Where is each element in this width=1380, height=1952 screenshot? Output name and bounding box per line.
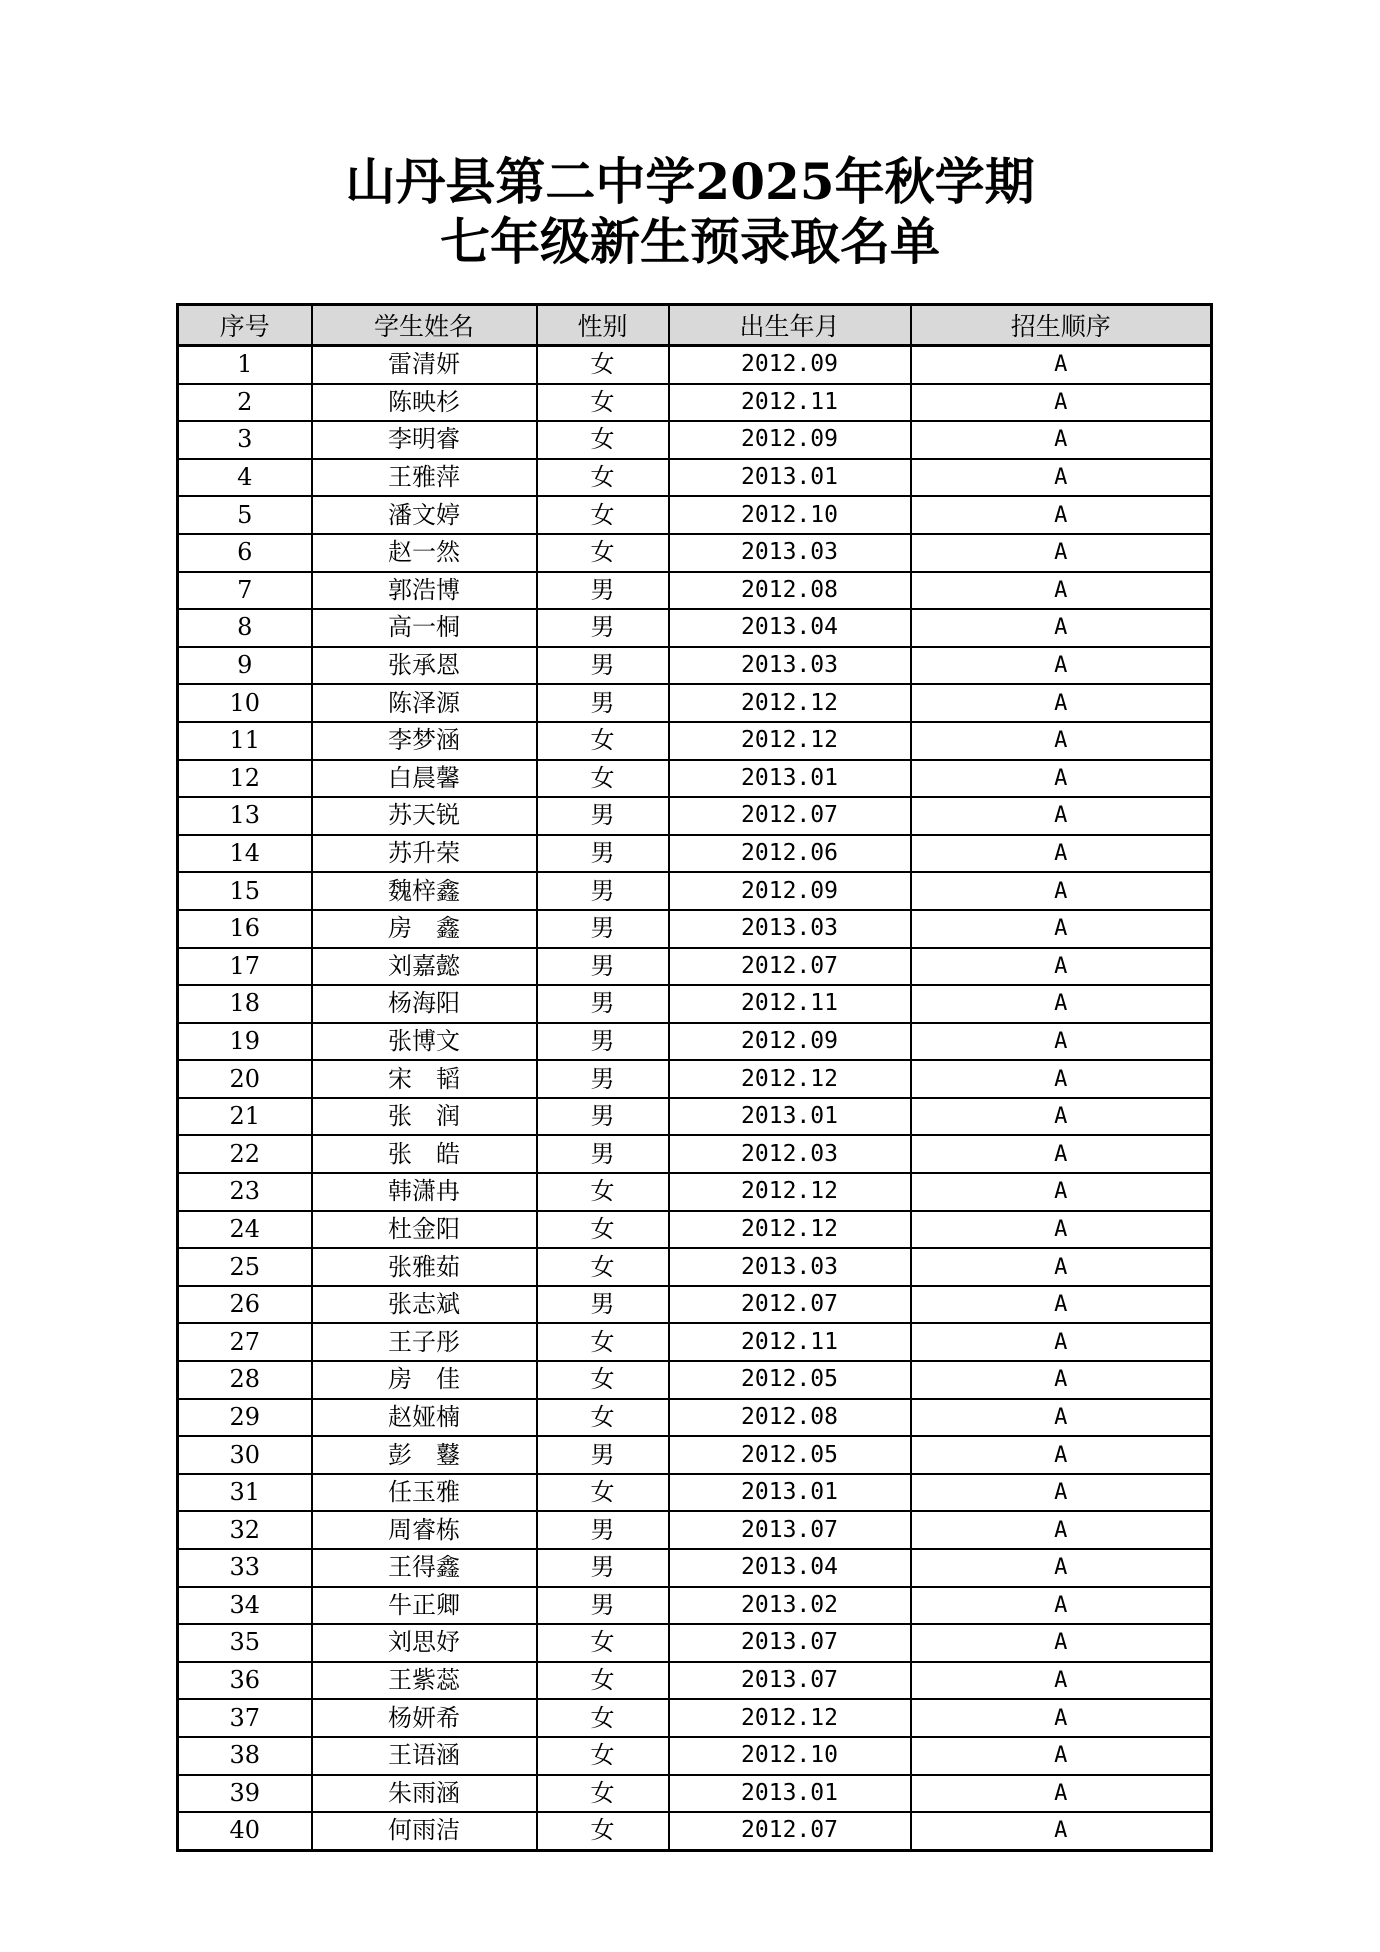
table-row: [178, 722, 1212, 760]
table-row: [178, 1662, 1212, 1700]
cell-gender: 男: [537, 835, 669, 873]
table-row: [178, 1060, 1212, 1098]
cell-student-name: 李梦涵: [312, 722, 537, 760]
cell-student-name: 宋 韬: [312, 1060, 537, 1098]
cell-birth-month: 2012.08: [669, 572, 911, 610]
cell-student-name: 房 佳: [312, 1361, 537, 1399]
cell-enrollment-order: A: [911, 346, 1212, 384]
cell-student-name: 王雅萍: [312, 459, 537, 497]
cell-serial-number: 7: [178, 572, 312, 610]
cell-enrollment-order: A: [911, 1699, 1212, 1737]
cell-student-name: 陈映杉: [312, 384, 537, 422]
cell-serial-number: 30: [178, 1436, 312, 1474]
cell-enrollment-order: A: [911, 459, 1212, 497]
cell-birth-month: 2013.02: [669, 1587, 911, 1625]
table-row: [178, 647, 1212, 685]
cell-serial-number: 24: [178, 1211, 312, 1249]
table-row: [178, 1511, 1212, 1549]
admission-roster-table: [176, 303, 1213, 1852]
cell-enrollment-order: A: [911, 684, 1212, 722]
cell-enrollment-order: A: [911, 1023, 1212, 1061]
header-enrollment-order: 招生顺序: [911, 305, 1212, 346]
cell-student-name: 王子彤: [312, 1323, 537, 1361]
cell-serial-number: 22: [178, 1135, 312, 1173]
cell-gender: 男: [537, 609, 669, 647]
cell-serial-number: 25: [178, 1248, 312, 1286]
cell-student-name: 李明睿: [312, 421, 537, 459]
table-row: [178, 1436, 1212, 1474]
table-row: [178, 421, 1212, 459]
cell-gender: 男: [537, 1436, 669, 1474]
cell-enrollment-order: A: [911, 1399, 1212, 1437]
cell-serial-number: 5: [178, 496, 312, 534]
table-row: [178, 684, 1212, 722]
cell-birth-month: 2013.04: [669, 609, 911, 647]
cell-student-name: 张承恩: [312, 647, 537, 685]
cell-enrollment-order: A: [911, 1098, 1212, 1136]
cell-enrollment-order: A: [911, 1624, 1212, 1662]
cell-student-name: 何雨洁: [312, 1812, 537, 1850]
cell-birth-month: 2012.09: [669, 1023, 911, 1061]
cell-enrollment-order: A: [911, 760, 1212, 798]
cell-enrollment-order: A: [911, 1775, 1212, 1813]
cell-birth-month: 2013.01: [669, 1098, 911, 1136]
cell-birth-month: 2013.03: [669, 1248, 911, 1286]
cell-enrollment-order: A: [911, 496, 1212, 534]
cell-enrollment-order: A: [911, 872, 1212, 910]
table-body: [178, 346, 1212, 1851]
cell-serial-number: 20: [178, 1060, 312, 1098]
cell-serial-number: 23: [178, 1173, 312, 1211]
cell-serial-number: 6: [178, 534, 312, 572]
cell-gender: 女: [537, 496, 669, 534]
cell-student-name: 潘文婷: [312, 496, 537, 534]
cell-gender: 女: [537, 1812, 669, 1850]
cell-gender: 女: [537, 1323, 669, 1361]
cell-enrollment-order: A: [911, 1248, 1212, 1286]
table-header: [178, 305, 1212, 346]
table-row: [178, 1812, 1212, 1850]
cell-student-name: 杨海阳: [312, 985, 537, 1023]
cell-student-name: 王语涵: [312, 1737, 537, 1775]
cell-birth-month: 2013.01: [669, 459, 911, 497]
cell-enrollment-order: A: [911, 1474, 1212, 1512]
cell-enrollment-order: A: [911, 722, 1212, 760]
cell-enrollment-order: A: [911, 1060, 1212, 1098]
cell-enrollment-order: A: [911, 647, 1212, 685]
cell-gender: 男: [537, 1511, 669, 1549]
cell-birth-month: 2013.03: [669, 534, 911, 572]
table-row: [178, 1361, 1212, 1399]
cell-enrollment-order: A: [911, 1549, 1212, 1587]
cell-birth-month: 2012.12: [669, 1211, 911, 1249]
cell-gender: 男: [537, 1549, 669, 1587]
cell-student-name: 王紫蕊: [312, 1662, 537, 1700]
cell-enrollment-order: A: [911, 1436, 1212, 1474]
table-row: [178, 1549, 1212, 1587]
cell-enrollment-order: A: [911, 1211, 1212, 1249]
cell-serial-number: 33: [178, 1549, 312, 1587]
cell-enrollment-order: A: [911, 1361, 1212, 1399]
cell-enrollment-order: A: [911, 384, 1212, 422]
cell-enrollment-order: A: [911, 948, 1212, 986]
cell-gender: 女: [537, 421, 669, 459]
cell-serial-number: 8: [178, 609, 312, 647]
cell-birth-month: 2013.07: [669, 1511, 911, 1549]
cell-enrollment-order: A: [911, 1812, 1212, 1850]
cell-student-name: 张 皓: [312, 1135, 537, 1173]
table-row: [178, 835, 1212, 873]
cell-enrollment-order: A: [911, 1662, 1212, 1700]
cell-gender: 女: [537, 1662, 669, 1700]
cell-gender: 女: [537, 459, 669, 497]
cell-student-name: 彭 鼟: [312, 1436, 537, 1474]
cell-serial-number: 29: [178, 1399, 312, 1437]
cell-student-name: 王得鑫: [312, 1549, 537, 1587]
cell-gender: 女: [537, 1361, 669, 1399]
cell-serial-number: 16: [178, 910, 312, 948]
cell-serial-number: 26: [178, 1286, 312, 1324]
table-row: [178, 872, 1212, 910]
cell-birth-month: 2013.04: [669, 1549, 911, 1587]
cell-student-name: 刘嘉懿: [312, 948, 537, 986]
table-row: [178, 496, 1212, 534]
table-row: [178, 1474, 1212, 1512]
cell-serial-number: 38: [178, 1737, 312, 1775]
cell-birth-month: 2012.11: [669, 985, 911, 1023]
cell-birth-month: 2012.12: [669, 1060, 911, 1098]
cell-enrollment-order: A: [911, 985, 1212, 1023]
cell-serial-number: 15: [178, 872, 312, 910]
cell-serial-number: 35: [178, 1624, 312, 1662]
cell-serial-number: 18: [178, 985, 312, 1023]
cell-serial-number: 2: [178, 384, 312, 422]
cell-gender: 男: [537, 1023, 669, 1061]
cell-birth-month: 2012.07: [669, 1812, 911, 1850]
document-title-line-2: 七年级新生预录取名单: [440, 212, 940, 271]
cell-birth-month: 2012.11: [669, 1323, 911, 1361]
cell-student-name: 苏天锐: [312, 797, 537, 835]
table-row: [178, 384, 1212, 422]
cell-student-name: 郭浩博: [312, 572, 537, 610]
header-birth-month: 出生年月: [669, 305, 911, 346]
cell-birth-month: 2012.12: [669, 684, 911, 722]
table-row: [178, 1737, 1212, 1775]
cell-student-name: 赵娅楠: [312, 1399, 537, 1437]
cell-student-name: 韩潇冉: [312, 1173, 537, 1211]
cell-enrollment-order: A: [911, 1737, 1212, 1775]
table-row: [178, 1399, 1212, 1437]
cell-gender: 女: [537, 1624, 669, 1662]
cell-enrollment-order: A: [911, 572, 1212, 610]
cell-serial-number: 40: [178, 1812, 312, 1850]
cell-gender: 男: [537, 910, 669, 948]
table-row: [178, 1587, 1212, 1625]
table-row: [178, 1135, 1212, 1173]
cell-enrollment-order: A: [911, 835, 1212, 873]
cell-birth-month: 2012.07: [669, 1286, 911, 1324]
cell-enrollment-order: A: [911, 421, 1212, 459]
header-row: [178, 305, 1212, 346]
table-row: [178, 1624, 1212, 1662]
cell-gender: 男: [537, 985, 669, 1023]
table-row: [178, 1323, 1212, 1361]
cell-student-name: 张 润: [312, 1098, 537, 1136]
cell-serial-number: 3: [178, 421, 312, 459]
cell-birth-month: 2012.09: [669, 872, 911, 910]
cell-birth-month: 2013.01: [669, 760, 911, 798]
cell-enrollment-order: A: [911, 1587, 1212, 1625]
cell-gender: 女: [537, 1399, 669, 1437]
cell-enrollment-order: A: [911, 1173, 1212, 1211]
cell-student-name: 张博文: [312, 1023, 537, 1061]
cell-student-name: 朱雨涵: [312, 1775, 537, 1813]
cell-gender: 男: [537, 1135, 669, 1173]
cell-birth-month: 2013.07: [669, 1662, 911, 1700]
cell-gender: 男: [537, 572, 669, 610]
cell-birth-month: 2012.11: [669, 384, 911, 422]
cell-serial-number: 34: [178, 1587, 312, 1625]
cell-birth-month: 2012.10: [669, 496, 911, 534]
cell-gender: 女: [537, 760, 669, 798]
table-row: [178, 534, 1212, 572]
cell-birth-month: 2012.08: [669, 1399, 911, 1437]
cell-student-name: 任玉雅: [312, 1474, 537, 1512]
cell-student-name: 房 鑫: [312, 910, 537, 948]
cell-serial-number: 31: [178, 1474, 312, 1512]
cell-birth-month: 2012.06: [669, 835, 911, 873]
table-row: [178, 1023, 1212, 1061]
table-row: [178, 1699, 1212, 1737]
cell-birth-month: 2012.12: [669, 1699, 911, 1737]
cell-birth-month: 2013.01: [669, 1474, 911, 1512]
table-row: [178, 985, 1212, 1023]
table-row: [178, 797, 1212, 835]
cell-serial-number: 28: [178, 1361, 312, 1399]
cell-student-name: 牛正卿: [312, 1587, 537, 1625]
cell-gender: 女: [537, 346, 669, 384]
table-row: [178, 609, 1212, 647]
document-title-line-1: 山丹县第二中学2025年秋学期: [345, 152, 1035, 211]
cell-birth-month: 2013.07: [669, 1624, 911, 1662]
table-row: [178, 459, 1212, 497]
cell-gender: 女: [537, 1173, 669, 1211]
cell-enrollment-order: A: [911, 1286, 1212, 1324]
table-row: [178, 1211, 1212, 1249]
cell-student-name: 赵一然: [312, 534, 537, 572]
cell-gender: 女: [537, 534, 669, 572]
cell-gender: 男: [537, 1060, 669, 1098]
cell-gender: 女: [537, 1775, 669, 1813]
header-gender: 性别: [537, 305, 669, 346]
cell-birth-month: 2012.09: [669, 421, 911, 459]
table-row: [178, 910, 1212, 948]
cell-serial-number: 10: [178, 684, 312, 722]
table-row: [178, 346, 1212, 384]
table-row: [178, 1173, 1212, 1211]
cell-student-name: 魏梓鑫: [312, 872, 537, 910]
cell-gender: 男: [537, 872, 669, 910]
cell-gender: 女: [537, 1737, 669, 1775]
cell-birth-month: 2012.10: [669, 1737, 911, 1775]
cell-enrollment-order: A: [911, 910, 1212, 948]
cell-student-name: 陈泽源: [312, 684, 537, 722]
cell-student-name: 张志斌: [312, 1286, 537, 1324]
cell-birth-month: 2013.03: [669, 647, 911, 685]
cell-gender: 男: [537, 1286, 669, 1324]
cell-gender: 女: [537, 1474, 669, 1512]
cell-gender: 男: [537, 1587, 669, 1625]
cell-birth-month: 2012.03: [669, 1135, 911, 1173]
cell-birth-month: 2013.03: [669, 910, 911, 948]
table-row: [178, 1248, 1212, 1286]
cell-serial-number: 19: [178, 1023, 312, 1061]
cell-gender: 男: [537, 948, 669, 986]
cell-serial-number: 17: [178, 948, 312, 986]
table-row: [178, 572, 1212, 610]
cell-birth-month: 2012.12: [669, 1173, 911, 1211]
cell-serial-number: 36: [178, 1662, 312, 1700]
header-student-name: 学生姓名: [312, 305, 537, 346]
cell-birth-month: 2012.05: [669, 1361, 911, 1399]
cell-serial-number: 12: [178, 760, 312, 798]
cell-enrollment-order: A: [911, 1135, 1212, 1173]
cell-student-name: 周睿栋: [312, 1511, 537, 1549]
cell-birth-month: 2012.12: [669, 722, 911, 760]
cell-enrollment-order: A: [911, 1511, 1212, 1549]
cell-student-name: 高一桐: [312, 609, 537, 647]
cell-gender: 女: [537, 1211, 669, 1249]
cell-serial-number: 37: [178, 1699, 312, 1737]
cell-gender: 女: [537, 1248, 669, 1286]
cell-birth-month: 2012.07: [669, 797, 911, 835]
table-row: [178, 1775, 1212, 1813]
cell-student-name: 雷清妍: [312, 346, 537, 384]
cell-enrollment-order: A: [911, 797, 1212, 835]
cell-serial-number: 39: [178, 1775, 312, 1813]
cell-birth-month: 2012.07: [669, 948, 911, 986]
table-row: [178, 760, 1212, 798]
cell-enrollment-order: A: [911, 609, 1212, 647]
cell-serial-number: 4: [178, 459, 312, 497]
table-row: [178, 1098, 1212, 1136]
cell-gender: 男: [537, 1098, 669, 1136]
cell-birth-month: 2013.01: [669, 1775, 911, 1813]
cell-enrollment-order: A: [911, 1323, 1212, 1361]
cell-gender: 女: [537, 1699, 669, 1737]
cell-student-name: 白晨馨: [312, 760, 537, 798]
cell-student-name: 苏升荣: [312, 835, 537, 873]
cell-student-name: 杨妍希: [312, 1699, 537, 1737]
cell-student-name: 刘思妤: [312, 1624, 537, 1662]
cell-serial-number: 14: [178, 835, 312, 873]
cell-serial-number: 11: [178, 722, 312, 760]
cell-gender: 女: [537, 384, 669, 422]
cell-gender: 男: [537, 684, 669, 722]
cell-serial-number: 1: [178, 346, 312, 384]
cell-gender: 男: [537, 797, 669, 835]
cell-gender: 男: [537, 647, 669, 685]
table-row: [178, 1286, 1212, 1324]
table-row: [178, 948, 1212, 986]
cell-birth-month: 2012.05: [669, 1436, 911, 1474]
cell-birth-month: 2012.09: [669, 346, 911, 384]
cell-serial-number: 32: [178, 1511, 312, 1549]
cell-student-name: 张雅茹: [312, 1248, 537, 1286]
cell-serial-number: 13: [178, 797, 312, 835]
cell-serial-number: 21: [178, 1098, 312, 1136]
header-serial-number: 序号: [178, 305, 312, 346]
cell-enrollment-order: A: [911, 534, 1212, 572]
cell-gender: 女: [537, 722, 669, 760]
cell-student-name: 杜金阳: [312, 1211, 537, 1249]
cell-serial-number: 9: [178, 647, 312, 685]
cell-serial-number: 27: [178, 1323, 312, 1361]
